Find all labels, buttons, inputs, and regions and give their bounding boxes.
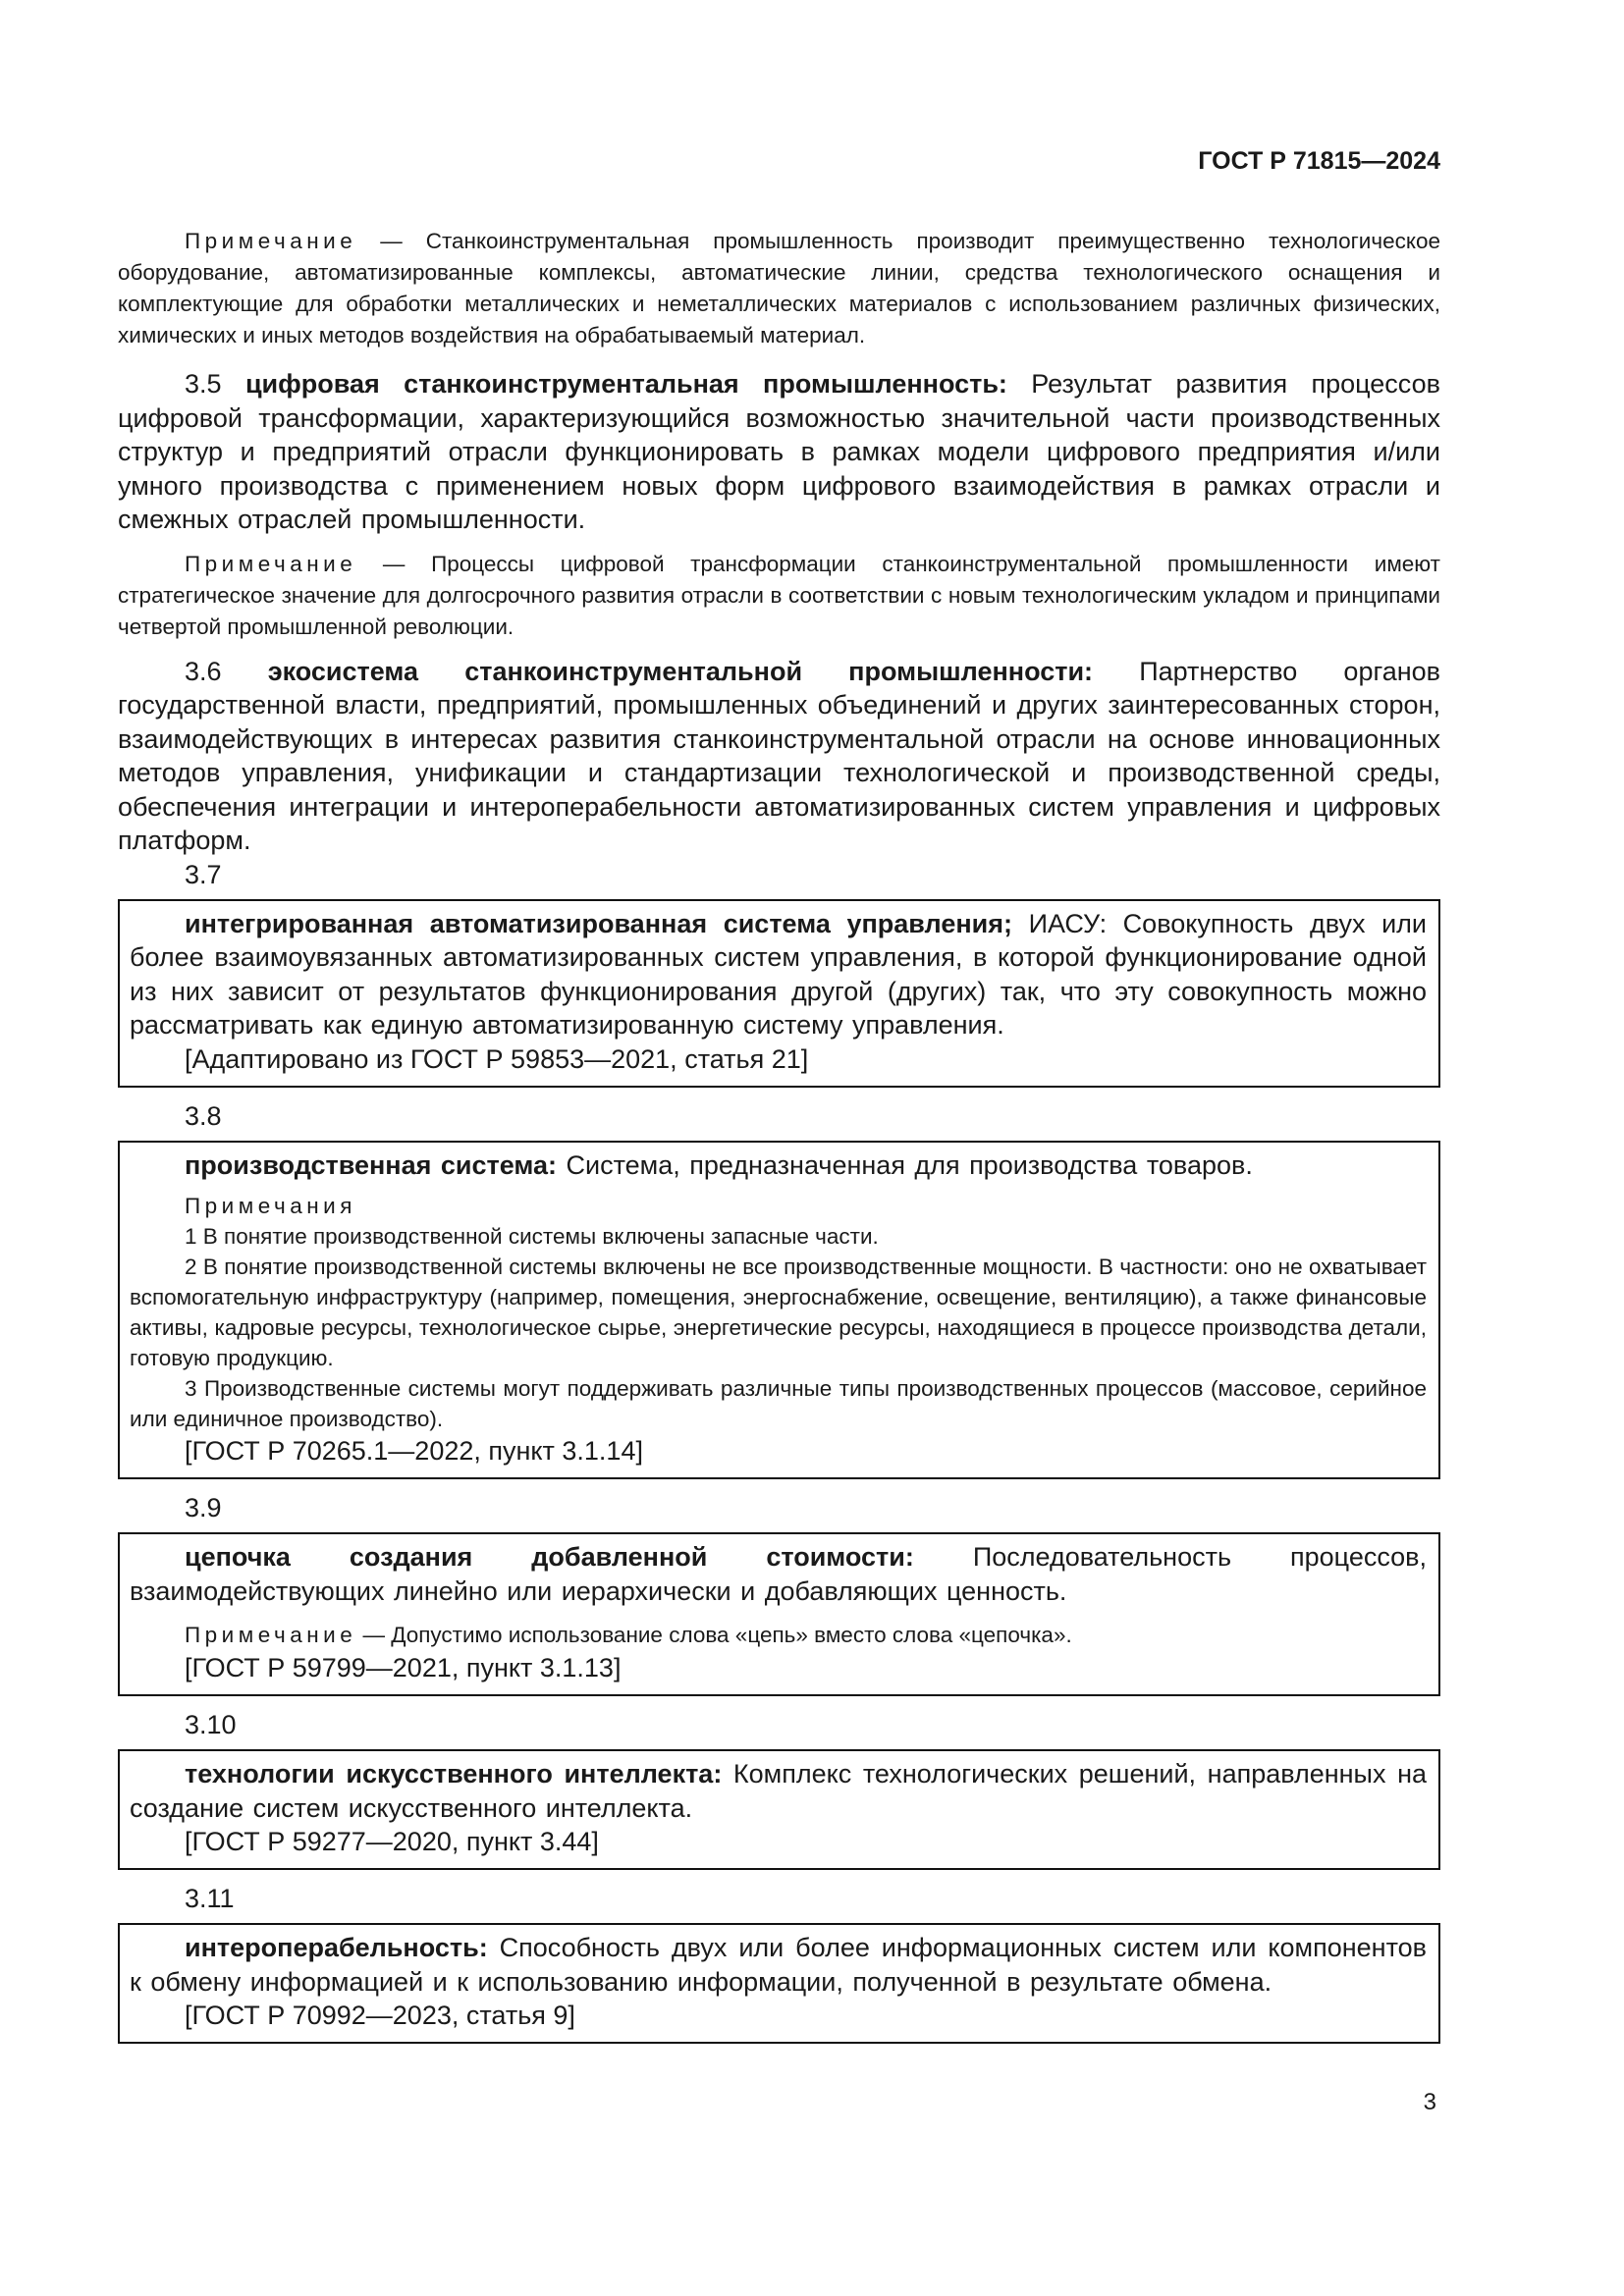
term-source: [Адаптировано из ГОСТ Р 59853—2021, статья 21] [185, 1043, 809, 1074]
term-3-5 [118, 367, 1440, 537]
term-title: экосистема станкоинструментальной промышленности: [267, 656, 1094, 686]
page-content [118, 226, 1440, 2056]
term-3-6 [118, 655, 1440, 858]
term-box-3-7 [118, 899, 1440, 1088]
term-number: 3.5 [185, 369, 222, 399]
term-3-10 [130, 1757, 1427, 1825]
page-number: 3 [1423, 2089, 1436, 2115]
term-title: производственная система: [185, 1149, 557, 1180]
note-text: — Допустимо использование слова «цепь» вместо слова «цепочка». [356, 1623, 1072, 1647]
term-number: 3.6 [185, 656, 222, 686]
note-label: Примечание [185, 229, 357, 253]
note-label: Примечание [185, 551, 357, 576]
note-label: Примечание [185, 1623, 357, 1647]
note-3-9 [130, 1620, 1427, 1651]
term-source: [ГОСТ Р 59799—2021, пункт 3.1.13] [185, 1653, 622, 1682]
term-title: интероперабельность: [185, 1933, 488, 1962]
term-definition: Последовательность процессов, взаимодействующих линейно или иерархически и добавляющих ценность. [130, 1542, 1427, 1606]
term-3-11 [130, 1931, 1427, 1999]
term-title: цифровая станкоинструментальная промышленность: [244, 369, 1007, 399]
term-number-3-7: 3.7 [185, 859, 222, 889]
term-box-3-8 [118, 1141, 1440, 1480]
term-source: [ГОСТ Р 59277—2020, пункт 3.44] [185, 1827, 599, 1856]
term-definition: Результат развития процессов цифровой трансформации, характеризующийся возможностью значительной части производственных структур и предприятий отрасли функционировать в рамках модели цифрового предприятия и/или умного производства с применением новых форм цифрового взаимодействия в рамках отрасли и смежных отраслей промышленности. [118, 369, 1440, 534]
term-definition: Способность двух или более информационных систем или компонентов к обмену информацией и к использованию информации, полученной в результате обмена. [130, 1933, 1427, 1997]
term-3-7 [130, 907, 1427, 1042]
term-definition: Комплекс технологических решений, направленных на создание систем искусственного интеллекта. [130, 1759, 1427, 1823]
term-3-8 [130, 1148, 1427, 1183]
term-number-3-8: 3.8 [185, 1100, 222, 1131]
term-3-9 [130, 1540, 1427, 1608]
term-definition: Партнерство органов государственной власти, предприятий, промышленных объединений и других заинтересованных сторон, взаимодействующих в интересах развития станкоинструментальной отрасли на основе инновационных методов управления, унификации и стандартизации технологической и производственной среды, обеспечения интеграции и интероперабельности автоматизированных систем управления и цифровых платформ. [118, 656, 1441, 855]
term-box-3-11 [118, 1923, 1440, 2044]
note-item: 2 В понятие производственной системы включены не все производственные мощности. В частности: оно не охватывает вспомогательную инфраструктуру (например, помещения, энергоснабжение, освещение, вентиляцию), а также финансовые активы, кадровые ресурсы, технологическое сырье, энергетические ресурсы, находящиеся в процессе производства детали, готовую продукцию. [130, 1255, 1427, 1370]
term-source: [ГОСТ Р 70992—2023, статья 9] [185, 2001, 575, 2030]
term-title: интегрированная автоматизированная система управления; [185, 908, 1012, 938]
note-3-5 [118, 549, 1440, 643]
term-number-3-9: 3.9 [185, 1493, 222, 1522]
document-header: ГОСТ Р 71815—2024 [1198, 147, 1440, 175]
note-text: — Процессы цифровой трансформации станкоинструментальной промышленности имеют стратегическое значение для долгосрочного развития отрасли в соответствии с новым технологическим укладом и принципами четвертой промышленной революции. [118, 551, 1440, 639]
term-title: технологии искусственного интеллекта: [185, 1759, 723, 1789]
notes-label: Примечания [185, 1194, 356, 1218]
term-number-3-11: 3.11 [185, 1884, 235, 1913]
term-box-3-9 [118, 1532, 1440, 1696]
note-3-4 [118, 226, 1440, 351]
note-item: 1 В понятие производственной системы включены запасные части. [185, 1224, 879, 1249]
term-box-3-10 [118, 1749, 1440, 1870]
term-source: [ГОСТ Р 70265.1—2022, пункт 3.1.14] [185, 1436, 643, 1466]
term-definition: ИАСУ: Совокупность двух или более взаимоувязанных автоматизированных систем управления, в которой функционирование одной из них зависит от результатов функционирования другой (других) так, что эту совокупность можно рассматривать как единую автоматизированную систему управления. [130, 908, 1427, 1040]
note-item: 3 Производственные системы могут поддерживать различные типы производственных процессов (массовое, серийное или единичное производство). [130, 1376, 1427, 1431]
term-number-3-10: 3.10 [185, 1710, 237, 1739]
term-title: цепочка создания добавленной стоимости: [185, 1542, 914, 1572]
note-text: — Станкоинструментальная промышленность производит преимущественно технологическое оборудование, автоматизированные комплексы, автоматические линии, средства технологического оснащения и комплектующие для обработки металлических и неметаллических материалов с использованием различных физических, химических и иных методов воздействия на обрабатываемый материал. [118, 229, 1440, 347]
term-definition: Система, предназначенная для производства товаров. [557, 1149, 1253, 1180]
